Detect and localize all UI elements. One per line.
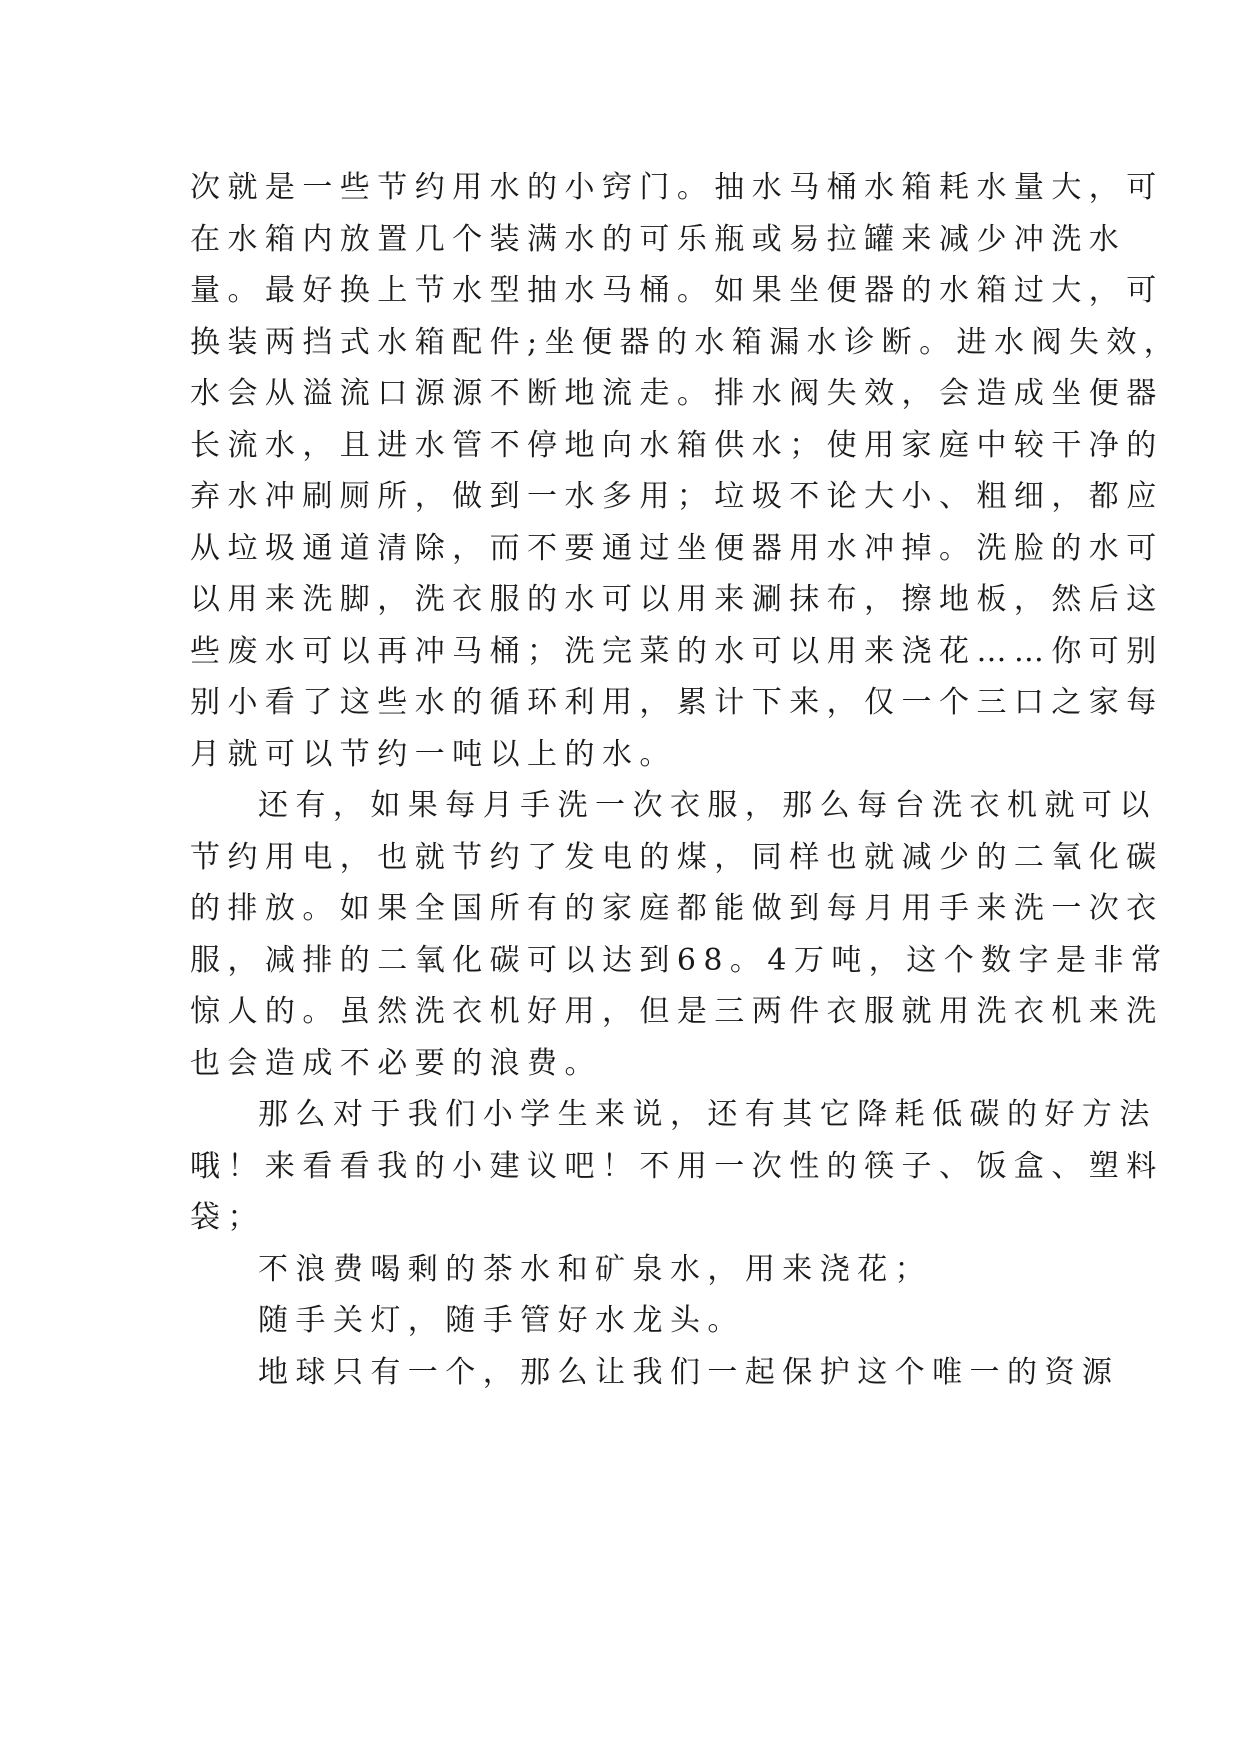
text-line: 袋；: [190, 1200, 265, 1235]
text-line: 月就可以节约一吨以上的水。: [190, 736, 677, 772]
text-line: 别小看了这些水的循环利用，累计下来，仅一个三口之家每: [190, 685, 1164, 720]
text-line: 量。最好换上节水型抽水马桶。如果坐便器的水箱过大，可: [190, 273, 1164, 308]
paragraph-start-line: 还有，如果每月手洗一次衣服，那么每台洗衣机就可以: [258, 788, 1157, 823]
text-line: 以用来洗脚，洗衣服的水可以用来涮抹布，擦地板，然后这: [190, 582, 1164, 617]
text-line: 也会造成不必要的浪费。: [190, 1045, 602, 1081]
text-line: 节约用电，也就节约了发电的煤，同样也就减少的二氧化碳: [190, 839, 1164, 875]
paragraph-start-line: 随手关灯，随手管好水龙头。: [258, 1303, 745, 1338]
text-line: 的排放。如果全国所有的家庭都能做到每月用手来洗一次衣: [190, 891, 1164, 926]
paragraph-start-line: 不浪费喝剩的茶水和矿泉水，用来浇花；: [258, 1251, 933, 1287]
text-line: 服，减排的二氧化碳可以达到68。4万吨，这个数字是非常: [190, 942, 1169, 978]
paragraph-start-line: 那么对于我们小学生来说，还有其它降耗低碳的好方法: [258, 1097, 1157, 1132]
text-line: 在水箱内放置几个装满水的可乐瓶或易拉罐来减少冲洗水: [190, 221, 1127, 257]
text-line: 长流水，且进水管不停地向水箱供水；使用家庭中较干净的: [190, 427, 1164, 463]
text-line: 次就是一些节约用水的小窍门。抽水马桶水箱耗水量大，可: [190, 170, 1164, 205]
text-line: 哦！来看看我的小建议吧！不用一次性的筷子、饭盒、塑料: [190, 1148, 1164, 1184]
text-line: 惊人的。虽然洗衣机好用，但是三两件衣服就用洗衣机来洗: [190, 994, 1164, 1029]
paragraph-start-line: 地球只有一个，那么让我们一起保护这个唯一的资源: [258, 1354, 1120, 1390]
text-line: 弃水冲刷厕所，做到一水多用；垃圾不论大小、粗细，都应: [190, 479, 1164, 514]
text-line: 从垃圾通道清除，而不要通过坐便器用水冲掉。洗脸的水可: [190, 530, 1164, 566]
text-line: 水会从溢流口源源不断地流走。排水阀失效，会造成坐便器: [190, 376, 1164, 411]
body-text: [190, 162, 1182, 1398]
text-line: 换装两挡式水箱配件;坐便器的水箱漏水诊断。进水阀失效，: [190, 324, 1182, 360]
text-line: 些废水可以再冲马桶；洗完菜的水可以用来浇花……你可别: [190, 633, 1164, 669]
